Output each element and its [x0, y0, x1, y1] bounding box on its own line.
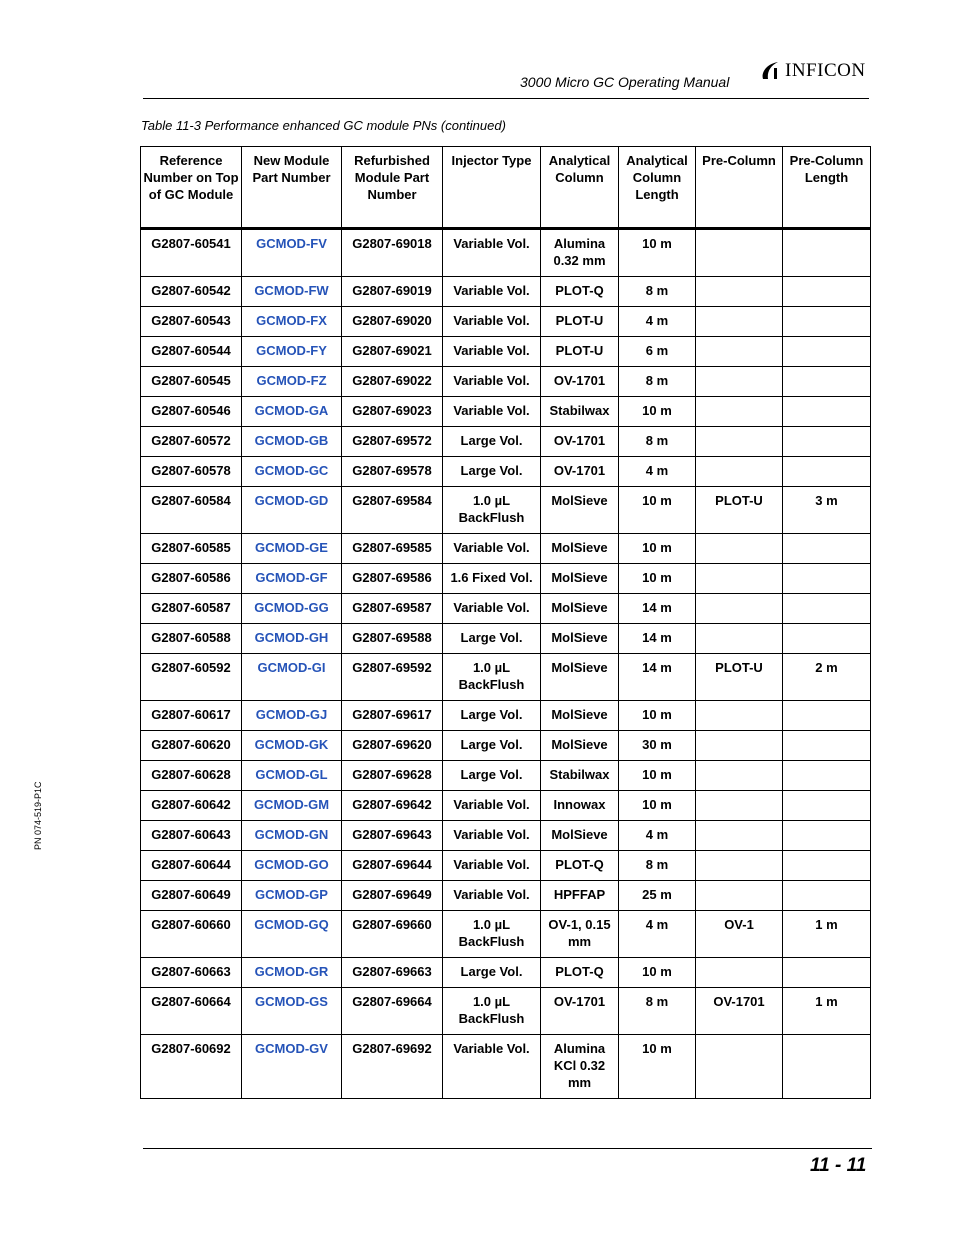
table-cell: Variable Vol. — [443, 277, 541, 307]
table-cell: 1.0 µL BackFlush — [443, 988, 541, 1035]
table-cell: OV-1701 — [541, 457, 619, 487]
table-cell: MolSieve — [541, 564, 619, 594]
table-row — [141, 761, 871, 791]
table-cell — [783, 761, 871, 791]
table-cell: PLOT-U — [541, 337, 619, 367]
table-cell: Stabilwax — [541, 397, 619, 427]
table-row — [141, 427, 871, 457]
table-cell: Stabilwax — [541, 761, 619, 791]
table-cell: 10 m — [619, 564, 696, 594]
table-cell: Variable Vol. — [443, 307, 541, 337]
table-row — [141, 457, 871, 487]
module-part-number-link[interactable]: GCMOD-GV — [242, 1035, 342, 1099]
table-cell: 6 m — [619, 337, 696, 367]
table-cell: OV-1 — [696, 911, 783, 958]
table-row — [141, 958, 871, 988]
table-cell: PLOT-Q — [541, 958, 619, 988]
table-cell: G2807-60572 — [141, 427, 242, 457]
table-cell: 1.6 Fixed Vol. — [443, 564, 541, 594]
table-header-row — [141, 147, 871, 229]
table-cell: 8 m — [619, 277, 696, 307]
col-header: Injector Type — [443, 147, 541, 229]
table-cell — [696, 397, 783, 427]
table-cell: 10 m — [619, 397, 696, 427]
table-cell — [696, 427, 783, 457]
table-row — [141, 307, 871, 337]
table-cell: G2807-69628 — [342, 761, 443, 791]
table-cell: 8 m — [619, 988, 696, 1035]
table-cell: Alumina 0.32 mm — [541, 229, 619, 277]
module-part-number-link[interactable]: GCMOD-GN — [242, 821, 342, 851]
table-row — [141, 911, 871, 958]
table-cell — [696, 367, 783, 397]
table-cell: 10 m — [619, 534, 696, 564]
table-cell — [783, 1035, 871, 1099]
table-cell: G2807-69644 — [342, 851, 443, 881]
table-cell — [783, 229, 871, 277]
table-cell: Innowax — [541, 791, 619, 821]
module-pn-table — [140, 146, 871, 1099]
table-cell — [696, 307, 783, 337]
table-cell — [783, 821, 871, 851]
table-cell: MolSieve — [541, 594, 619, 624]
table-cell: Large Vol. — [443, 457, 541, 487]
table-cell: G2807-69649 — [342, 881, 443, 911]
table-cell — [783, 624, 871, 654]
table-cell: G2807-69021 — [342, 337, 443, 367]
table-cell: G2807-60660 — [141, 911, 242, 958]
table-row — [141, 1035, 871, 1099]
module-part-number-link[interactable]: GCMOD-GC — [242, 457, 342, 487]
table-cell: G2807-69643 — [342, 821, 443, 851]
table-cell: G2807-60663 — [141, 958, 242, 988]
table-cell: Variable Vol. — [443, 791, 541, 821]
table-cell: Variable Vol. — [443, 881, 541, 911]
module-part-number-link[interactable]: GCMOD-GA — [242, 397, 342, 427]
table-cell: 10 m — [619, 791, 696, 821]
table-body — [141, 229, 871, 1099]
table-cell: 14 m — [619, 654, 696, 701]
table-cell: G2807-60617 — [141, 701, 242, 731]
inficon-logo — [760, 60, 866, 82]
table-cell: G2807-69020 — [342, 307, 443, 337]
table-cell: 8 m — [619, 367, 696, 397]
table-cell: G2807-60643 — [141, 821, 242, 851]
table-cell — [696, 761, 783, 791]
table-cell: G2807-60588 — [141, 624, 242, 654]
table-cell — [783, 958, 871, 988]
table-cell: 4 m — [619, 911, 696, 958]
table-cell — [696, 1035, 783, 1099]
module-part-number-link[interactable]: GCMOD-GM — [242, 791, 342, 821]
side-part-number: PN 074-519-P1C — [33, 781, 43, 850]
page-number: 11 - 11 — [810, 1155, 867, 1176]
table-cell: 1 m — [783, 988, 871, 1035]
table-row — [141, 367, 871, 397]
table-cell: 1.0 µL BackFlush — [443, 487, 541, 534]
table-cell: G2807-60578 — [141, 457, 242, 487]
table-cell: G2807-60644 — [141, 851, 242, 881]
table-cell — [696, 821, 783, 851]
module-part-number-link[interactable]: GCMOD-GQ — [242, 911, 342, 958]
table-row — [141, 731, 871, 761]
table-cell: Variable Vol. — [443, 337, 541, 367]
table-row — [141, 534, 871, 564]
col-header: Reference Number on Top of GC Module — [141, 147, 242, 229]
table-cell: 25 m — [619, 881, 696, 911]
table-row — [141, 654, 871, 701]
table-cell: OV-1701 — [541, 367, 619, 397]
table-cell: Variable Vol. — [443, 851, 541, 881]
module-part-number-link[interactable]: GCMOD-GI — [242, 654, 342, 701]
module-part-number-link[interactable]: GCMOD-FX — [242, 307, 342, 337]
table-row — [141, 487, 871, 534]
table-cell: G2807-69019 — [342, 277, 443, 307]
table-row — [141, 791, 871, 821]
table-cell: G2807-60542 — [141, 277, 242, 307]
table-cell: G2807-69578 — [342, 457, 443, 487]
table-cell: MolSieve — [541, 731, 619, 761]
module-part-number-link[interactable]: GCMOD-GH — [242, 624, 342, 654]
table-cell — [696, 791, 783, 821]
table-row — [141, 701, 871, 731]
table-cell: G2807-69584 — [342, 487, 443, 534]
module-part-number-link[interactable]: GCMOD-FV — [242, 229, 342, 277]
table-cell: 1.0 µL BackFlush — [443, 911, 541, 958]
table-cell: 10 m — [619, 229, 696, 277]
col-header: Analytical Column Length — [619, 147, 696, 229]
table-cell: 10 m — [619, 958, 696, 988]
module-part-number-link[interactable]: GCMOD-FZ — [242, 367, 342, 397]
col-header: New Module Part Number — [242, 147, 342, 229]
table-cell: Variable Vol. — [443, 229, 541, 277]
table-row — [141, 624, 871, 654]
table-row — [141, 277, 871, 307]
table-cell — [696, 337, 783, 367]
logo-text: INFICON — [785, 60, 866, 81]
table-cell: G2807-60587 — [141, 594, 242, 624]
table-row — [141, 337, 871, 367]
table-cell: G2807-69617 — [342, 701, 443, 731]
table-cell — [696, 564, 783, 594]
table-cell: G2807-60692 — [141, 1035, 242, 1099]
table-cell: G2807-69587 — [342, 594, 443, 624]
table-cell: Variable Vol. — [443, 367, 541, 397]
table-cell: G2807-60642 — [141, 791, 242, 821]
table-row — [141, 229, 871, 277]
table-cell: G2807-60620 — [141, 731, 242, 761]
table-cell: 1.0 µL BackFlush — [443, 654, 541, 701]
module-part-number-link[interactable]: GCMOD-GL — [242, 761, 342, 791]
table-cell: G2807-60543 — [141, 307, 242, 337]
table-cell: PLOT-U — [541, 307, 619, 337]
table-cell: MolSieve — [541, 821, 619, 851]
module-part-number-link[interactable]: GCMOD-GR — [242, 958, 342, 988]
table-cell — [783, 367, 871, 397]
table-cell: Variable Vol. — [443, 821, 541, 851]
table-cell — [696, 277, 783, 307]
table-cell — [696, 958, 783, 988]
table-cell — [783, 397, 871, 427]
table-cell: G2807-69022 — [342, 367, 443, 397]
table-cell — [783, 791, 871, 821]
table-cell: Large Vol. — [443, 761, 541, 791]
table-cell — [783, 277, 871, 307]
table-cell: 4 m — [619, 457, 696, 487]
table-cell: G2807-69660 — [342, 911, 443, 958]
table-cell: PLOT-Q — [541, 277, 619, 307]
table-cell: PLOT-U — [696, 487, 783, 534]
table-cell: G2807-69018 — [342, 229, 443, 277]
table-cell: G2807-69663 — [342, 958, 443, 988]
table-cell: 2 m — [783, 654, 871, 701]
table-cell: G2807-60649 — [141, 881, 242, 911]
table-cell: OV-1, 0.15 mm — [541, 911, 619, 958]
col-header: Refurbished Module Part Number — [342, 147, 443, 229]
table-row — [141, 821, 871, 851]
table-cell — [783, 564, 871, 594]
table-cell: G2807-69642 — [342, 791, 443, 821]
table-cell: G2807-60544 — [141, 337, 242, 367]
table-cell: HPFFAP — [541, 881, 619, 911]
table-cell — [696, 624, 783, 654]
table-row — [141, 851, 871, 881]
footer-rule — [143, 1148, 872, 1149]
module-part-number-link[interactable]: GCMOD-GE — [242, 534, 342, 564]
table-cell: Variable Vol. — [443, 1035, 541, 1099]
col-header: Pre-Column Length — [783, 147, 871, 229]
table-cell — [783, 851, 871, 881]
table-cell — [696, 851, 783, 881]
table-cell: G2807-60664 — [141, 988, 242, 1035]
table-cell: G2807-60586 — [141, 564, 242, 594]
table-cell: G2807-69592 — [342, 654, 443, 701]
table-cell — [783, 534, 871, 564]
table-cell: Large Vol. — [443, 958, 541, 988]
table-cell: Variable Vol. — [443, 594, 541, 624]
table-row — [141, 397, 871, 427]
module-part-number-link[interactable]: GCMOD-GP — [242, 881, 342, 911]
table-cell: PLOT-U — [696, 654, 783, 701]
table-cell: Variable Vol. — [443, 534, 541, 564]
module-part-number-link[interactable]: GCMOD-GB — [242, 427, 342, 457]
table-cell — [696, 881, 783, 911]
table-cell: 14 m — [619, 624, 696, 654]
table-cell: G2807-69588 — [342, 624, 443, 654]
table-cell: MolSieve — [541, 624, 619, 654]
table-cell: G2807-60541 — [141, 229, 242, 277]
table-caption: Table 11-3 Performance enhanced GC module PNs (continued) — [141, 118, 506, 133]
table-cell: 30 m — [619, 731, 696, 761]
table-cell: G2807-69586 — [342, 564, 443, 594]
table-cell — [783, 701, 871, 731]
table-cell: OV-1701 — [541, 427, 619, 457]
table-cell: G2807-69620 — [342, 731, 443, 761]
table-row — [141, 594, 871, 624]
table-cell: Large Vol. — [443, 731, 541, 761]
table-cell: 14 m — [619, 594, 696, 624]
module-part-number-link[interactable]: GCMOD-GD — [242, 487, 342, 534]
table-cell: Variable Vol. — [443, 397, 541, 427]
table-cell — [783, 594, 871, 624]
module-part-number-link[interactable]: GCMOD-GO — [242, 851, 342, 881]
table-cell: MolSieve — [541, 534, 619, 564]
table-cell: 8 m — [619, 851, 696, 881]
table-cell: G2807-60584 — [141, 487, 242, 534]
table-cell: PLOT-Q — [541, 851, 619, 881]
table-cell: G2807-60546 — [141, 397, 242, 427]
table-cell: G2807-60545 — [141, 367, 242, 397]
table-row — [141, 988, 871, 1035]
table-cell: 10 m — [619, 487, 696, 534]
table-cell: 1 m — [783, 911, 871, 958]
table-cell — [783, 427, 871, 457]
table-cell: 4 m — [619, 307, 696, 337]
table-cell: G2807-60592 — [141, 654, 242, 701]
module-part-number-link[interactable]: GCMOD-GK — [242, 731, 342, 761]
table-cell: G2807-69664 — [342, 988, 443, 1035]
table-cell — [696, 731, 783, 761]
table-cell: G2807-69692 — [342, 1035, 443, 1099]
module-part-number-link[interactable]: GCMOD-GS — [242, 988, 342, 1035]
table-cell — [783, 457, 871, 487]
table-cell: OV-1701 — [696, 988, 783, 1035]
table-cell — [783, 731, 871, 761]
table-cell: G2807-60628 — [141, 761, 242, 791]
table-cell: OV-1701 — [541, 988, 619, 1035]
table-cell — [696, 457, 783, 487]
table-row — [141, 881, 871, 911]
table-cell — [696, 701, 783, 731]
inficon-logo-icon — [760, 61, 782, 81]
table-cell: MolSieve — [541, 654, 619, 701]
col-header: Analytical Column — [541, 147, 619, 229]
module-part-number-link[interactable]: GCMOD-GF — [242, 564, 342, 594]
table-cell — [696, 594, 783, 624]
table-cell: G2807-60585 — [141, 534, 242, 564]
table-cell — [783, 307, 871, 337]
table-cell: G2807-69585 — [342, 534, 443, 564]
table-cell: Alumina KCl 0.32 mm — [541, 1035, 619, 1099]
header-rule — [143, 98, 869, 99]
module-part-number-link[interactable]: GCMOD-GG — [242, 594, 342, 624]
table-cell: 10 m — [619, 701, 696, 731]
table-cell: G2807-69023 — [342, 397, 443, 427]
table-cell — [696, 229, 783, 277]
table-cell: G2807-69572 — [342, 427, 443, 457]
table-cell — [783, 881, 871, 911]
table-cell: Large Vol. — [443, 701, 541, 731]
table-cell: 4 m — [619, 821, 696, 851]
table-cell — [696, 534, 783, 564]
table-cell: 3 m — [783, 487, 871, 534]
table-cell: MolSieve — [541, 701, 619, 731]
table-cell — [783, 337, 871, 367]
table-cell: MolSieve — [541, 487, 619, 534]
module-part-number-link[interactable]: GCMOD-GJ — [242, 701, 342, 731]
table-cell: 10 m — [619, 1035, 696, 1099]
table-row — [141, 564, 871, 594]
table-cell: 10 m — [619, 761, 696, 791]
table-cell: Large Vol. — [443, 624, 541, 654]
table-cell: 8 m — [619, 427, 696, 457]
table-cell: Large Vol. — [443, 427, 541, 457]
manual-title: 3000 Micro GC Operating Manual — [520, 74, 730, 90]
module-part-number-link[interactable]: GCMOD-FW — [242, 277, 342, 307]
module-part-number-link[interactable]: GCMOD-FY — [242, 337, 342, 367]
col-header: Pre-Column — [696, 147, 783, 229]
